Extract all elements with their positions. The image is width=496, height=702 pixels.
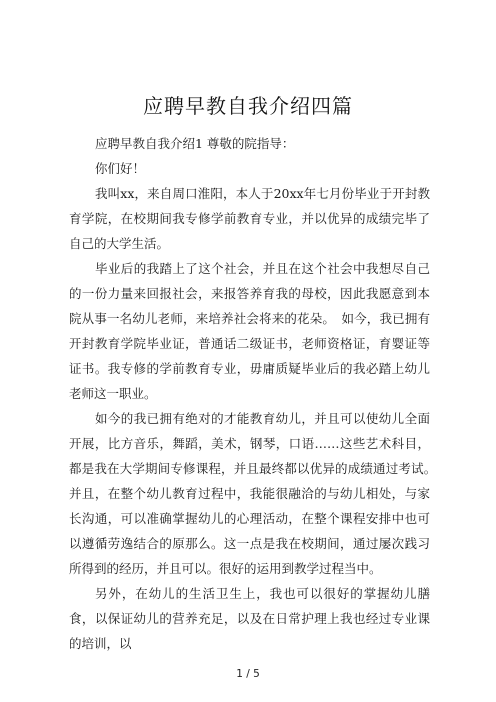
paragraph-care-hygiene: 另外，在幼儿的生活卫生上，我也可以很好的掌握幼儿膳食，以保证幼儿的营养充足，以及在日常护理上我也经过专业课的培训，以 <box>69 586 430 651</box>
paragraph-after-graduation: 毕业后的我踏上了这个社会，并且在这个社会中我想尽自己的一份力量来回报社会，来报答养育我的母校，因此我愿意到本院从事一名幼儿老师，来培养社会将来的花朵。 如今，我已拥有开封教育学院毕业证，普通话二级证书，老师资格证，育婴证等证书。我专修的学前教育专业，毋庸质疑毕业后的我必踏上幼儿老师这一职业。 <box>69 261 430 401</box>
page-number: 1 / 5 <box>236 668 260 680</box>
paragraph-teaching-ability: 如今的我已拥有绝对的才能教育幼儿，并且可以使幼儿全面开展，比方音乐，舞蹈，美术，钢琴，口语……这些艺术科目，都是我在大学期间专修课程，并且最终都以优异的成绩通过考试。 并且，在整个幼儿教育过程中，我能很融洽的与幼儿相处，与家长沟通，可以准确掌握幼儿的心理活动，在整个课程安排中也可以遵循劳逸结合的原那么。这一点是我在校期间，通过屡次践习所得到的经历，并且可以。很好的运用到教学过程当中。 <box>69 411 443 576</box>
document-title: 应聘早教自我介绍四篇 <box>143 94 353 118</box>
paragraph-greeting-heading: 应聘早教自我介绍1 尊敬的院指导： <box>95 136 295 151</box>
paragraph-introduction: 我叫xx，来自周口淮阳，本人于20xx年七月份毕业于开封教育学院，在校期间我专修学前教育专业，并以优异的成绩完毕了自己的大学生活。 <box>69 186 430 251</box>
paragraph-salutation: 你们好！ <box>95 161 146 176</box>
document-body <box>69 131 443 656</box>
